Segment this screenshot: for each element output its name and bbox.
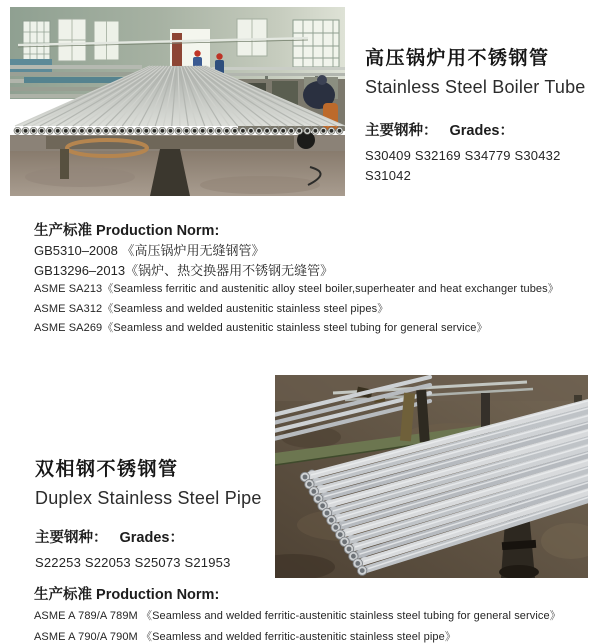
norm-line: GB5310–2008 《高压锅炉用无缝钢管》 — [34, 243, 265, 258]
grades-label-en: Grades： — [449, 123, 514, 139]
red-hat — [194, 50, 200, 56]
boiler-tube-grades: S30409 S32169 S34779 S30432 S31042 — [365, 148, 561, 183]
duplex-pipes-photo — [275, 375, 588, 578]
norm-line: ASME SA312《Seamless and welded austenitic stainless steel pipes》 — [34, 302, 389, 315]
grades-label-zh: 主要钢种： — [35, 530, 108, 546]
boiler-tube-workshop-photo — [10, 7, 345, 196]
duplex-pipe-title-zh: 双相钢不锈钢管 — [35, 459, 179, 480]
red-door — [172, 33, 182, 71]
duplex-pipe-section-header — [35, 457, 295, 573]
boiler-tube-title-en: Stainless Steel Boiler Tube — [365, 77, 586, 97]
norm-line: ASME A 789/A 789M 《Seamless and welded ferritic-austenitic stainless steel tubing for general service》 — [34, 610, 561, 622]
boiler-tube-grades-label — [365, 121, 600, 141]
norm-line: GB13296–2013《锅炉、热交换器用不锈钢无缝管》 — [34, 262, 334, 278]
boiler-tube-section-header — [365, 46, 600, 186]
duplex-pipe-production-norms — [34, 584, 561, 644]
duplex-pipe-grades-label — [35, 528, 295, 548]
grades-label-en: Grades： — [119, 530, 184, 546]
duplex-pipe-title-en: Duplex Stainless Steel Pipe — [35, 488, 262, 508]
boiler-tube-production-norms — [34, 221, 559, 339]
duplex-pipes-photo-graphic — [275, 375, 588, 578]
norm-heading: 生产标准 Production Norm: — [34, 223, 220, 239]
grades-label-zh: 主要钢种： — [365, 123, 438, 139]
tube-end-circles — [14, 127, 343, 134]
norm-heading: 生产标准 Production Norm: — [34, 587, 220, 603]
red-hat — [216, 53, 222, 59]
duplex-pipe-grades: S22253 S22053 S25073 S21953 — [35, 555, 231, 570]
boiler-tube-title-zh: 高压锅炉用不锈钢管 — [365, 48, 550, 69]
norm-line: ASME SA269《Seamless and welded austenitic stainless steel tubing for general service》 — [34, 322, 488, 334]
boiler-tube-photo-graphic — [10, 7, 345, 196]
norm-line: ASME A 790/A 790M 《Seamless and welded ferritic-austenitic stainless steel pipe》 — [34, 631, 456, 643]
norm-line: ASME SA213《Seamless ferritic and austenitic alloy steel boiler,superheater and heat exchanger tubes》 — [34, 283, 559, 295]
